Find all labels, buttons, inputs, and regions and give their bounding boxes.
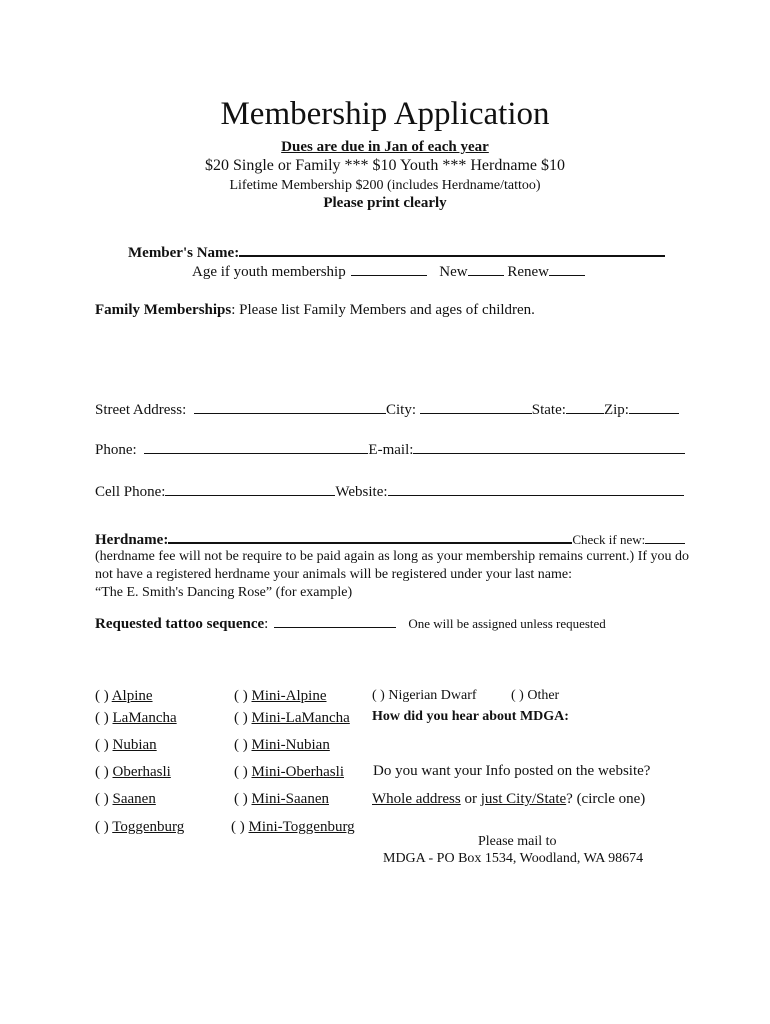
cell-field[interactable] xyxy=(165,483,335,496)
member-name-field[interactable] xyxy=(239,243,665,257)
city-field[interactable] xyxy=(420,401,532,414)
breed-mini-oberhasli[interactable] xyxy=(234,764,344,781)
member-name-row xyxy=(128,243,665,262)
print-note: Please print clearly xyxy=(323,195,447,211)
city-state-option[interactable]: just City/State xyxy=(480,791,567,807)
herdname-note-1: (herdname fee will not be require to be paid again as long as your membership remains current.) If you do xyxy=(95,549,690,564)
renew-label: Renew xyxy=(507,264,549,280)
breed-label: Mini-Nubian xyxy=(251,737,330,753)
youth-age-field[interactable] xyxy=(351,263,427,276)
checkbox-marker: ( ) xyxy=(234,791,248,807)
herdname-row xyxy=(95,530,685,549)
checkbox-marker: ( ) xyxy=(95,710,109,726)
family-text: : Please list Family Members and ages of children. xyxy=(231,302,535,318)
phone-row xyxy=(95,441,685,459)
cell-row xyxy=(95,483,684,501)
whole-address-option[interactable]: Whole address xyxy=(372,791,461,807)
mail-address: MDGA - PO Box 1534, Woodland, WA 98674 xyxy=(383,851,644,866)
address-row xyxy=(95,401,679,419)
breed-mini-saanen[interactable] xyxy=(234,791,329,808)
tattoo-label: Requested tattoo sequence xyxy=(95,616,265,632)
cell-label: Cell Phone: xyxy=(95,484,166,500)
checkbox-marker: ( ) xyxy=(234,737,248,753)
breed-saanen[interactable] xyxy=(95,791,156,808)
checkbox-marker: ( ) xyxy=(234,764,248,780)
or-text: or xyxy=(464,791,477,807)
circle-one-text: ? (circle one) xyxy=(566,791,646,807)
herdname-note-3: “The E. Smith's Dancing Rose” (for example) xyxy=(95,585,353,600)
zip-field[interactable] xyxy=(629,401,679,414)
breed-label: Mini-Saanen xyxy=(251,791,329,807)
breed-label: Alpine xyxy=(111,688,153,704)
state-field[interactable] xyxy=(566,401,604,414)
tattoo-row xyxy=(95,615,606,633)
dues-note xyxy=(0,139,770,156)
breed-label: Mini-LaMancha xyxy=(251,710,350,726)
lifetime-note: Lifetime Membership $200 (includes Herdname/tattoo) xyxy=(229,178,541,193)
page-title: Membership Application xyxy=(220,96,550,132)
check-new-field[interactable] xyxy=(645,531,685,544)
breed-lamancha[interactable] xyxy=(95,710,177,727)
mail-label: Please mail to xyxy=(478,834,557,849)
phone-label: Phone: xyxy=(95,442,137,458)
fee-schedule: $20 Single or Family *** $10 Youth *** Herdname $10 xyxy=(205,157,565,174)
member-name-label: Member's Name: xyxy=(128,245,240,261)
checkbox-marker: ( ) xyxy=(231,819,245,835)
city-label: City: xyxy=(386,402,417,418)
breed-label: Saanen xyxy=(112,791,156,807)
breed-mini-toggenburg[interactable] xyxy=(231,819,355,836)
dues-note-text: Dues are due in Jan of each year xyxy=(281,139,489,155)
herdname-note-2: not have a registered herdname your animals will be registered under your last name: xyxy=(95,567,572,582)
breed-mini-lamancha[interactable] xyxy=(234,710,350,727)
breed-other[interactable] xyxy=(511,688,559,704)
checkbox-marker: ( ) xyxy=(234,688,248,704)
checkbox-marker: ( ) xyxy=(511,688,524,703)
breed-mini-nubian[interactable] xyxy=(234,737,330,754)
family-label: Family Memberships xyxy=(95,302,232,318)
breed-label: Mini-Oberhasli xyxy=(251,764,344,780)
check-new-label: Check if new: xyxy=(572,532,646,547)
checkbox-marker: ( ) xyxy=(95,819,109,835)
email-field[interactable] xyxy=(413,441,685,454)
breed-nubian[interactable] xyxy=(95,737,157,754)
new-label: New xyxy=(439,264,468,280)
tattoo-note: One will be assigned unless requested xyxy=(408,616,606,631)
breed-label: LaMancha xyxy=(112,710,177,726)
herdname-field[interactable] xyxy=(168,530,572,544)
breed-nigerian-dwarf[interactable] xyxy=(372,688,477,704)
hear-about-question: How did you hear about MDGA: xyxy=(372,709,569,724)
herdname-label: Herdname: xyxy=(95,532,169,548)
tattoo-colon: : xyxy=(264,616,269,632)
youth-row xyxy=(192,263,585,281)
youth-label: Age if youth membership xyxy=(192,264,346,280)
breed-label: Mini-Toggenburg xyxy=(248,819,355,835)
info-posted-question: Do you want your Info posted on the website? xyxy=(373,763,651,779)
renew-field[interactable] xyxy=(549,263,585,276)
family-row xyxy=(95,302,535,319)
zip-label: Zip: xyxy=(603,402,629,418)
tattoo-field[interactable] xyxy=(274,615,396,628)
street-field[interactable] xyxy=(194,401,386,414)
checkbox-marker: ( ) xyxy=(372,688,385,703)
breed-label: Other xyxy=(527,688,560,703)
breed-label: Nigerian Dwarf xyxy=(388,688,477,703)
checkbox-marker: ( ) xyxy=(95,791,109,807)
website-field[interactable] xyxy=(388,483,684,496)
checkbox-marker: ( ) xyxy=(95,764,109,780)
phone-field[interactable] xyxy=(144,441,368,454)
checkbox-marker: ( ) xyxy=(234,710,248,726)
breed-label: Nubian xyxy=(112,737,157,753)
email-label: E-mail: xyxy=(368,442,414,458)
breed-label: Mini-Alpine xyxy=(251,688,327,704)
info-posted-options xyxy=(372,791,645,808)
new-field[interactable] xyxy=(468,263,504,276)
breed-label: Toggenburg xyxy=(112,819,185,835)
breed-oberhasli[interactable] xyxy=(95,764,171,781)
checkbox-marker: ( ) xyxy=(95,688,109,704)
breed-toggenburg[interactable] xyxy=(95,819,184,836)
website-label: Website: xyxy=(335,484,388,500)
street-label: Street Address: xyxy=(95,402,187,418)
breed-label: Oberhasli xyxy=(112,764,171,780)
checkbox-marker: ( ) xyxy=(95,737,109,753)
breed-mini-alpine[interactable] xyxy=(234,688,327,705)
breed-alpine[interactable] xyxy=(95,688,153,705)
state-label: State: xyxy=(531,402,566,418)
